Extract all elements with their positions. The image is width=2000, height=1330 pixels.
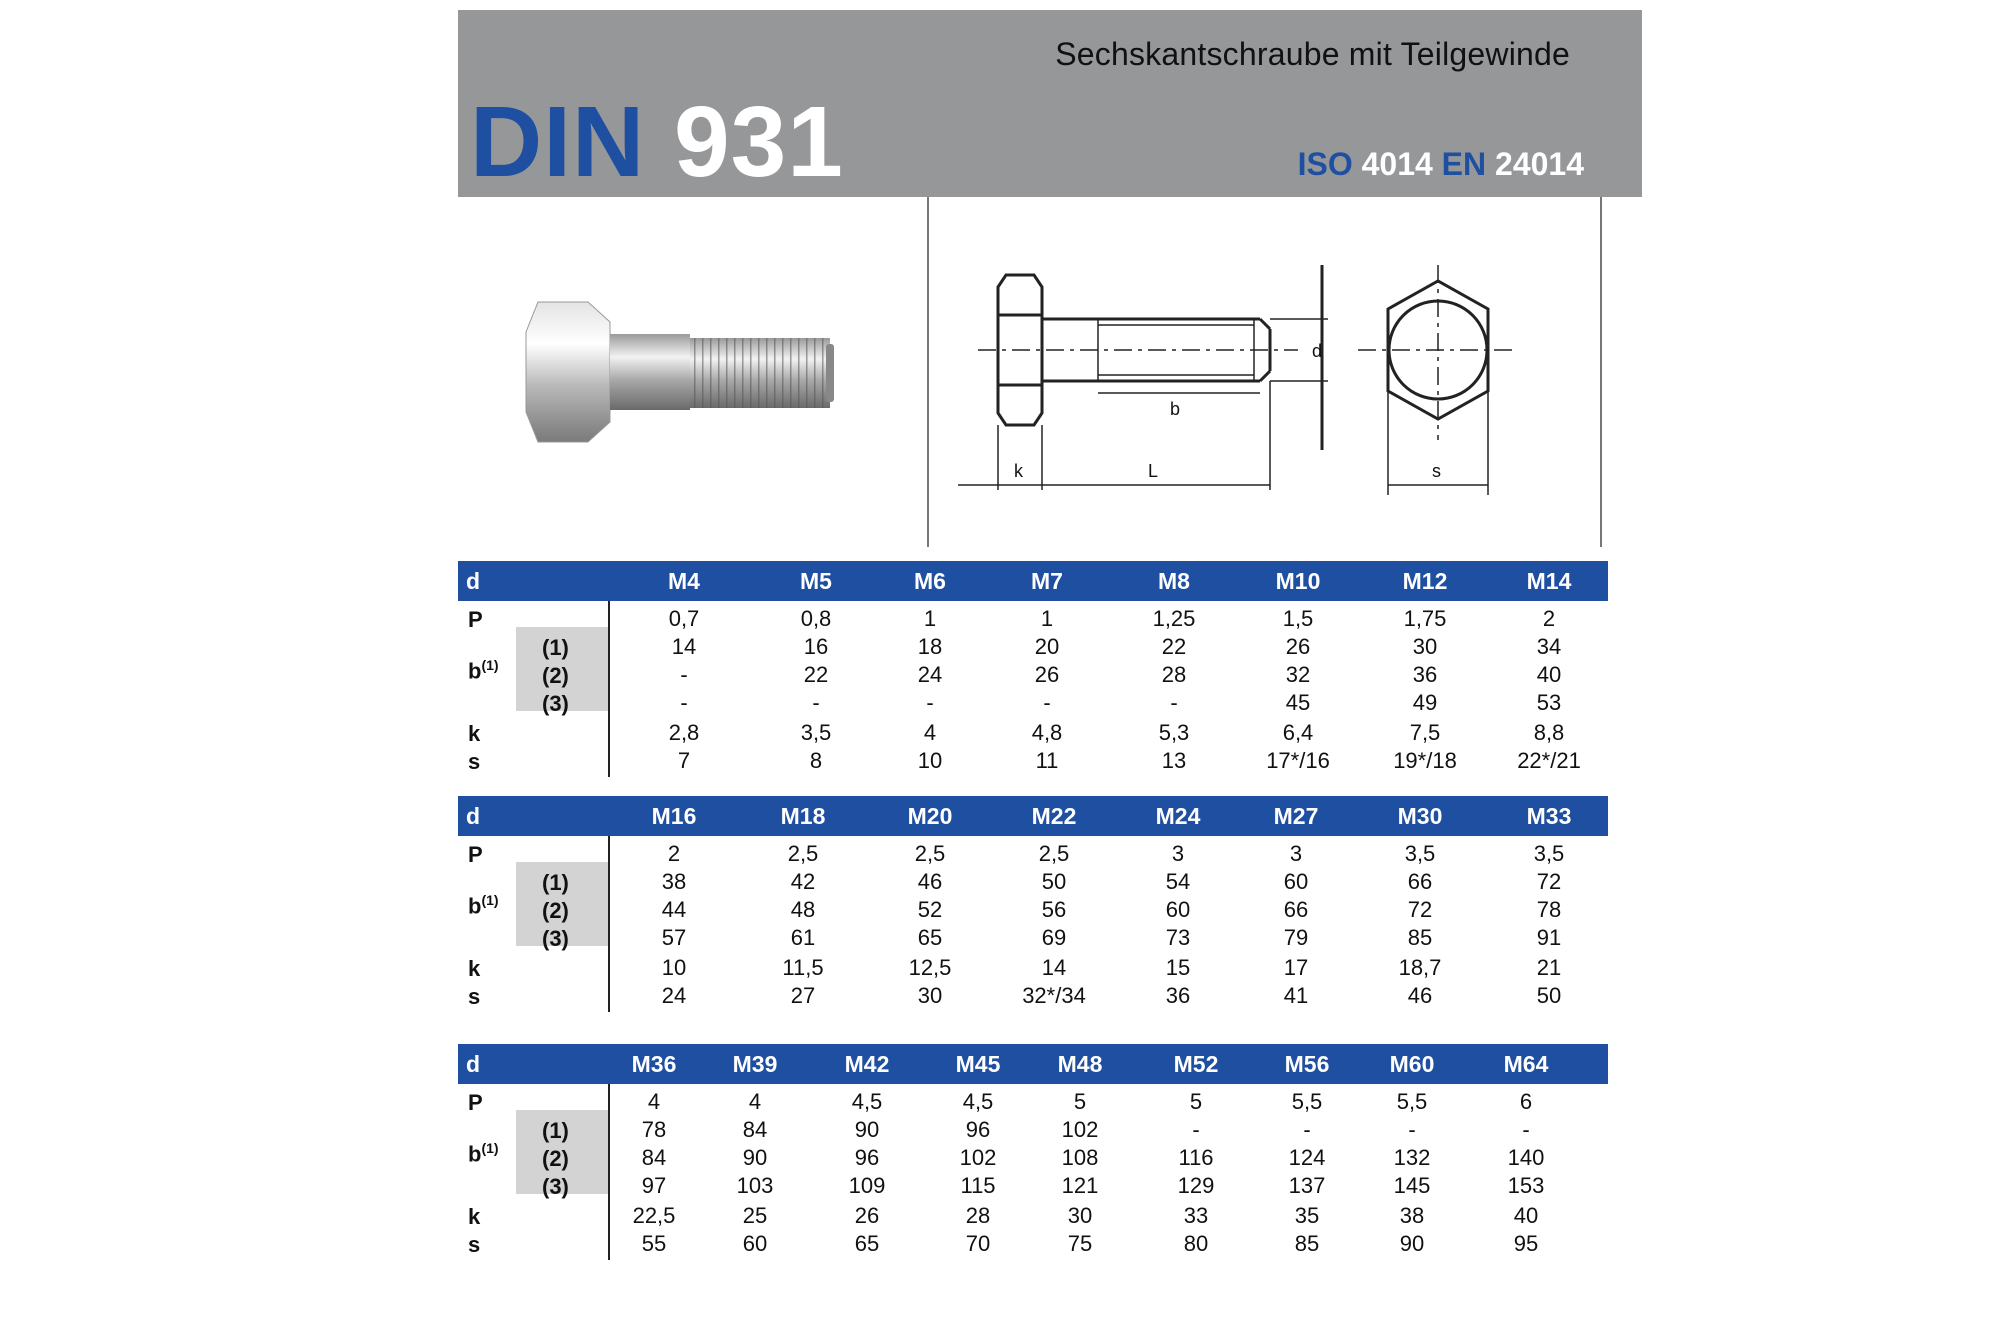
table-cell: 11,5: [782, 955, 824, 980]
row-label-b3: (3): [542, 1174, 569, 1199]
table-cell: 21: [1536, 955, 1562, 980]
table-cell: 153: [1507, 1173, 1545, 1198]
header-label-d: d: [466, 568, 481, 594]
table-cell: 5,5: [1291, 1089, 1323, 1114]
table-header: [458, 561, 1608, 601]
label-s: s: [1432, 461, 1441, 481]
table-cell: 56: [1041, 897, 1067, 922]
table-cell: 66: [1407, 869, 1433, 894]
table-cell: 109: [848, 1173, 886, 1198]
row-label-b-text: b: [468, 1141, 482, 1167]
table-cell: -: [812, 690, 820, 715]
row-label-b: [468, 657, 499, 684]
table-cell: 121: [1061, 1173, 1099, 1198]
table-cell: 108: [1061, 1145, 1099, 1170]
table-cell: 129: [1177, 1173, 1215, 1198]
table-cell: 35: [1294, 1203, 1320, 1228]
size-header: M45: [955, 1051, 1001, 1077]
dimension-table: [458, 1044, 1608, 1264]
table-cell: 90: [854, 1117, 880, 1142]
size-header: M27: [1273, 803, 1319, 829]
table-cell: 4,8: [1031, 720, 1063, 745]
table-cell: 12,5: [908, 955, 952, 980]
table-cell: 4,5: [851, 1089, 883, 1114]
table-cell: 70: [965, 1231, 991, 1256]
table-cell: 0,7: [668, 606, 700, 631]
table-cell: 46: [917, 869, 943, 894]
size-header: M39: [732, 1051, 778, 1077]
table-cell: 19*/18: [1393, 748, 1457, 773]
title-din: DIN: [470, 86, 646, 198]
row-label-b-text: b: [468, 893, 482, 919]
table-cell: 40: [1536, 662, 1562, 687]
table-cell: 115: [960, 1173, 996, 1198]
table-cell: 61: [790, 925, 816, 950]
table-cell: 1: [1040, 606, 1054, 631]
row-label-b1: (1): [542, 1118, 569, 1143]
table-cell: 3: [1289, 841, 1303, 866]
label-separator: [608, 1084, 610, 1260]
table-cell: 22: [1161, 634, 1187, 659]
title-number: 931: [674, 86, 844, 198]
size-header: M64: [1503, 1051, 1549, 1077]
label-k: k: [1014, 461, 1023, 481]
table-cell: 60: [1165, 897, 1191, 922]
table-cell: 2,5: [914, 841, 946, 866]
table-cell: 36: [1165, 983, 1191, 1008]
row-label-b-footnote: (1): [481, 892, 499, 908]
table-cell: 65: [854, 1231, 880, 1256]
label-d: d: [1312, 341, 1323, 361]
table-cell: 75: [1067, 1231, 1093, 1256]
table-cell: 30: [917, 983, 943, 1008]
table-header: [458, 796, 1608, 836]
table-cell: 14: [671, 634, 697, 659]
size-header: M7: [1031, 568, 1063, 594]
row-label-b2: (2): [542, 898, 569, 923]
table-cell: 3,5: [800, 720, 832, 745]
table-cell: 10: [661, 955, 687, 980]
table-cell: 14: [1041, 955, 1067, 980]
table-cell: -: [1170, 690, 1178, 715]
iso-number: 4014: [1361, 146, 1433, 182]
table-cell: 57: [661, 925, 687, 950]
table-cell: 7: [677, 748, 691, 773]
table-cell: -: [1408, 1117, 1416, 1142]
table-cell: 7,5: [1409, 720, 1441, 745]
row-label-k: k: [468, 721, 481, 746]
table-cell: 13: [1161, 748, 1187, 773]
row-label-b3: (3): [542, 691, 569, 716]
table-cell: 22*/21: [1517, 748, 1581, 773]
table-cell: 40: [1513, 1203, 1539, 1228]
size-header: M4: [668, 568, 700, 594]
dimension-table: [458, 796, 1608, 1016]
row-label-b-text: b: [468, 658, 482, 684]
label-L: L: [1148, 461, 1159, 481]
table-cell: -: [680, 662, 688, 687]
table-cell: 91: [1536, 925, 1562, 950]
table-cell: 27: [790, 983, 816, 1008]
table-cell: 102: [1061, 1117, 1099, 1142]
table-cell: 73: [1165, 925, 1191, 950]
table-cell: 42: [790, 869, 816, 894]
row-label-b-footnote: (1): [481, 657, 499, 673]
page-title: [470, 86, 844, 198]
row-label-b-footnote: (1): [481, 1140, 499, 1156]
table-cell: 1,25: [1152, 606, 1196, 631]
table-cell: 2: [667, 841, 681, 866]
table-cell: 34: [1536, 634, 1562, 659]
en-number: 24014: [1495, 146, 1584, 182]
size-header: M8: [1158, 568, 1190, 594]
table-cell: 5: [1073, 1089, 1087, 1114]
table-cell: 4: [748, 1089, 762, 1114]
table-cell: 28: [1161, 662, 1187, 687]
subtitle: Sechskantschraube mit Teilgewinde: [1055, 36, 1570, 72]
dimension-table: [458, 561, 1608, 781]
table-cell: 36: [1412, 662, 1438, 687]
table-cell: 2: [1542, 606, 1556, 631]
table-cell: 38: [661, 869, 687, 894]
table-cell: 20: [1034, 634, 1060, 659]
label-b: b: [1170, 399, 1181, 419]
table-cell: -: [1303, 1117, 1311, 1142]
table-cell: 3,5: [1533, 841, 1565, 866]
table-cell: 52: [917, 897, 943, 922]
table-cell: 5,3: [1158, 720, 1190, 745]
table-cell: 65: [917, 925, 943, 950]
table-cell: 53: [1536, 690, 1562, 715]
size-header: M12: [1402, 568, 1448, 594]
table-cell: 24: [661, 983, 687, 1008]
table-cell: 0,8: [800, 606, 832, 631]
size-header: M33: [1526, 803, 1572, 829]
table-cell: 78: [641, 1117, 667, 1142]
divider: [1600, 197, 1602, 547]
size-header: M10: [1275, 568, 1321, 594]
size-header: M52: [1173, 1051, 1219, 1077]
table-cell: 10: [917, 748, 943, 773]
table-cell: 2,8: [668, 720, 700, 745]
table-cell: 97: [641, 1173, 667, 1198]
table-cell: 32: [1285, 662, 1311, 687]
row-label-P: P: [468, 1090, 483, 1115]
row-label-s: s: [468, 749, 481, 774]
table-cell: 90: [742, 1145, 768, 1170]
size-header: M24: [1155, 803, 1201, 829]
table-cell: 66: [1283, 897, 1309, 922]
table-cell: 90: [1399, 1231, 1425, 1256]
table-cell: 22,5: [632, 1203, 676, 1228]
table-cell: 5: [1189, 1089, 1203, 1114]
row-label-b1: (1): [542, 870, 569, 895]
size-header: M5: [800, 568, 832, 594]
table-cell: 55: [641, 1231, 667, 1256]
row-label-b2: (2): [542, 663, 569, 688]
table-cell: 95: [1513, 1231, 1539, 1256]
table-cell: 54: [1165, 869, 1191, 894]
table-cell: 15: [1165, 955, 1191, 980]
table-cell: 46: [1407, 983, 1433, 1008]
label-separator: [608, 601, 610, 777]
table-cell: 8: [809, 748, 823, 773]
row-label-b: [468, 1140, 499, 1167]
datasheet: [458, 10, 1642, 1260]
table-cell: 4,5: [962, 1089, 994, 1114]
table-cell: -: [926, 690, 934, 715]
table-cell: 45: [1285, 690, 1311, 715]
table-cell: 80: [1183, 1231, 1209, 1256]
table-cell: -: [680, 690, 688, 715]
row-label-b2: (2): [542, 1146, 569, 1171]
table-cell: 6,4: [1282, 720, 1314, 745]
table-cell: 1: [923, 606, 937, 631]
size-header: M60: [1389, 1051, 1435, 1077]
bolt-photo: [518, 282, 848, 462]
table-cell: 84: [742, 1117, 768, 1142]
table-cell: 30: [1067, 1203, 1093, 1228]
table-cell: 96: [854, 1145, 880, 1170]
table-cell: 72: [1536, 869, 1562, 894]
table-cell: 6: [1519, 1089, 1533, 1114]
table-cell: 50: [1041, 869, 1067, 894]
table-cell: 41: [1283, 983, 1309, 1008]
standard-references: [1298, 146, 1584, 183]
table-cell: 140: [1507, 1145, 1545, 1170]
table-cell: 26: [1034, 662, 1060, 687]
row-label-b1: (1): [542, 635, 569, 660]
table-cell: 72: [1407, 897, 1433, 922]
table-cell: 18,7: [1398, 955, 1442, 980]
table-cell: 116: [1178, 1145, 1214, 1170]
header-label-d: d: [466, 1051, 481, 1077]
table-cell: 50: [1536, 983, 1562, 1008]
row-label-s: s: [468, 1232, 481, 1257]
table-cell: 22: [803, 662, 829, 687]
table-cell: 26: [854, 1203, 880, 1228]
row-label-k: k: [468, 1204, 481, 1229]
table-cell: 85: [1294, 1231, 1320, 1256]
size-header: M36: [631, 1051, 677, 1077]
table-cell: 25: [742, 1203, 768, 1228]
table-cell: 2,5: [1038, 841, 1070, 866]
table-cell: -: [1522, 1117, 1530, 1142]
header-banner: [458, 10, 1642, 197]
table-cell: 1,75: [1403, 606, 1447, 631]
table-cell: 85: [1407, 925, 1433, 950]
table-cell: 103: [736, 1173, 774, 1198]
table-cell: 3: [1171, 841, 1185, 866]
table-cell: 137: [1288, 1173, 1326, 1198]
table-cell: 16: [803, 634, 829, 659]
table-cell: 60: [742, 1231, 768, 1256]
table-cell: 38: [1399, 1203, 1425, 1228]
row-label-b3: (3): [542, 926, 569, 951]
table-cell: 49: [1412, 690, 1438, 715]
table-cell: 102: [959, 1145, 997, 1170]
table-cell: 79: [1283, 925, 1309, 950]
table-cell: 24: [917, 662, 943, 687]
size-header: M42: [844, 1051, 890, 1077]
size-header: M14: [1526, 568, 1572, 594]
table-cell: -: [1043, 690, 1051, 715]
label-separator: [608, 836, 610, 1012]
divider: [927, 197, 929, 547]
table-cell: 84: [641, 1145, 667, 1170]
table-cell: 78: [1536, 897, 1562, 922]
iso-label: ISO: [1297, 146, 1353, 182]
en-label: EN: [1441, 146, 1487, 182]
table-cell: 132: [1393, 1145, 1431, 1170]
size-header: M30: [1397, 803, 1443, 829]
table-header: [458, 1044, 1608, 1084]
table-cell: 3,5: [1404, 841, 1436, 866]
header-label-d: d: [466, 803, 481, 829]
table-cell: 28: [965, 1203, 991, 1228]
product-images: [458, 197, 1642, 547]
table-cell: 5,5: [1396, 1089, 1428, 1114]
table-cell: 32*/34: [1022, 983, 1086, 1008]
table-cell: 18: [917, 634, 943, 659]
table-cell: 44: [661, 897, 687, 922]
row-label-P: P: [468, 607, 483, 632]
size-header: M48: [1057, 1051, 1103, 1077]
table-cell: -: [1192, 1117, 1200, 1142]
size-header: M18: [780, 803, 826, 829]
table-cell: 17*/16: [1266, 748, 1330, 773]
row-label-s: s: [468, 984, 481, 1009]
row-label-P: P: [468, 842, 483, 867]
table-cell: 8,8: [1533, 720, 1565, 745]
table-cell: 60: [1283, 869, 1309, 894]
table-cell: 17: [1283, 955, 1309, 980]
row-label-b: [468, 892, 499, 919]
table-cell: 69: [1041, 925, 1067, 950]
size-header: M20: [907, 803, 953, 829]
row-label-k: k: [468, 956, 481, 981]
table-cell: 48: [790, 897, 816, 922]
table-cell: 4: [647, 1089, 661, 1114]
table-cell: 2,5: [787, 841, 819, 866]
size-header: M56: [1284, 1051, 1330, 1077]
table-cell: 145: [1393, 1173, 1431, 1198]
table-cell: 30: [1412, 634, 1438, 659]
size-header: M22: [1031, 803, 1077, 829]
technical-drawing: [958, 265, 1598, 505]
table-cell: 11: [1035, 748, 1059, 773]
size-header: M6: [914, 568, 946, 594]
table-cell: 33: [1183, 1203, 1209, 1228]
table-cell: 96: [965, 1117, 991, 1142]
table-cell: 1,5: [1282, 606, 1314, 631]
size-header: M16: [651, 803, 697, 829]
table-cell: 124: [1288, 1145, 1326, 1170]
table-cell: 4: [923, 720, 937, 745]
table-cell: 26: [1285, 634, 1311, 659]
